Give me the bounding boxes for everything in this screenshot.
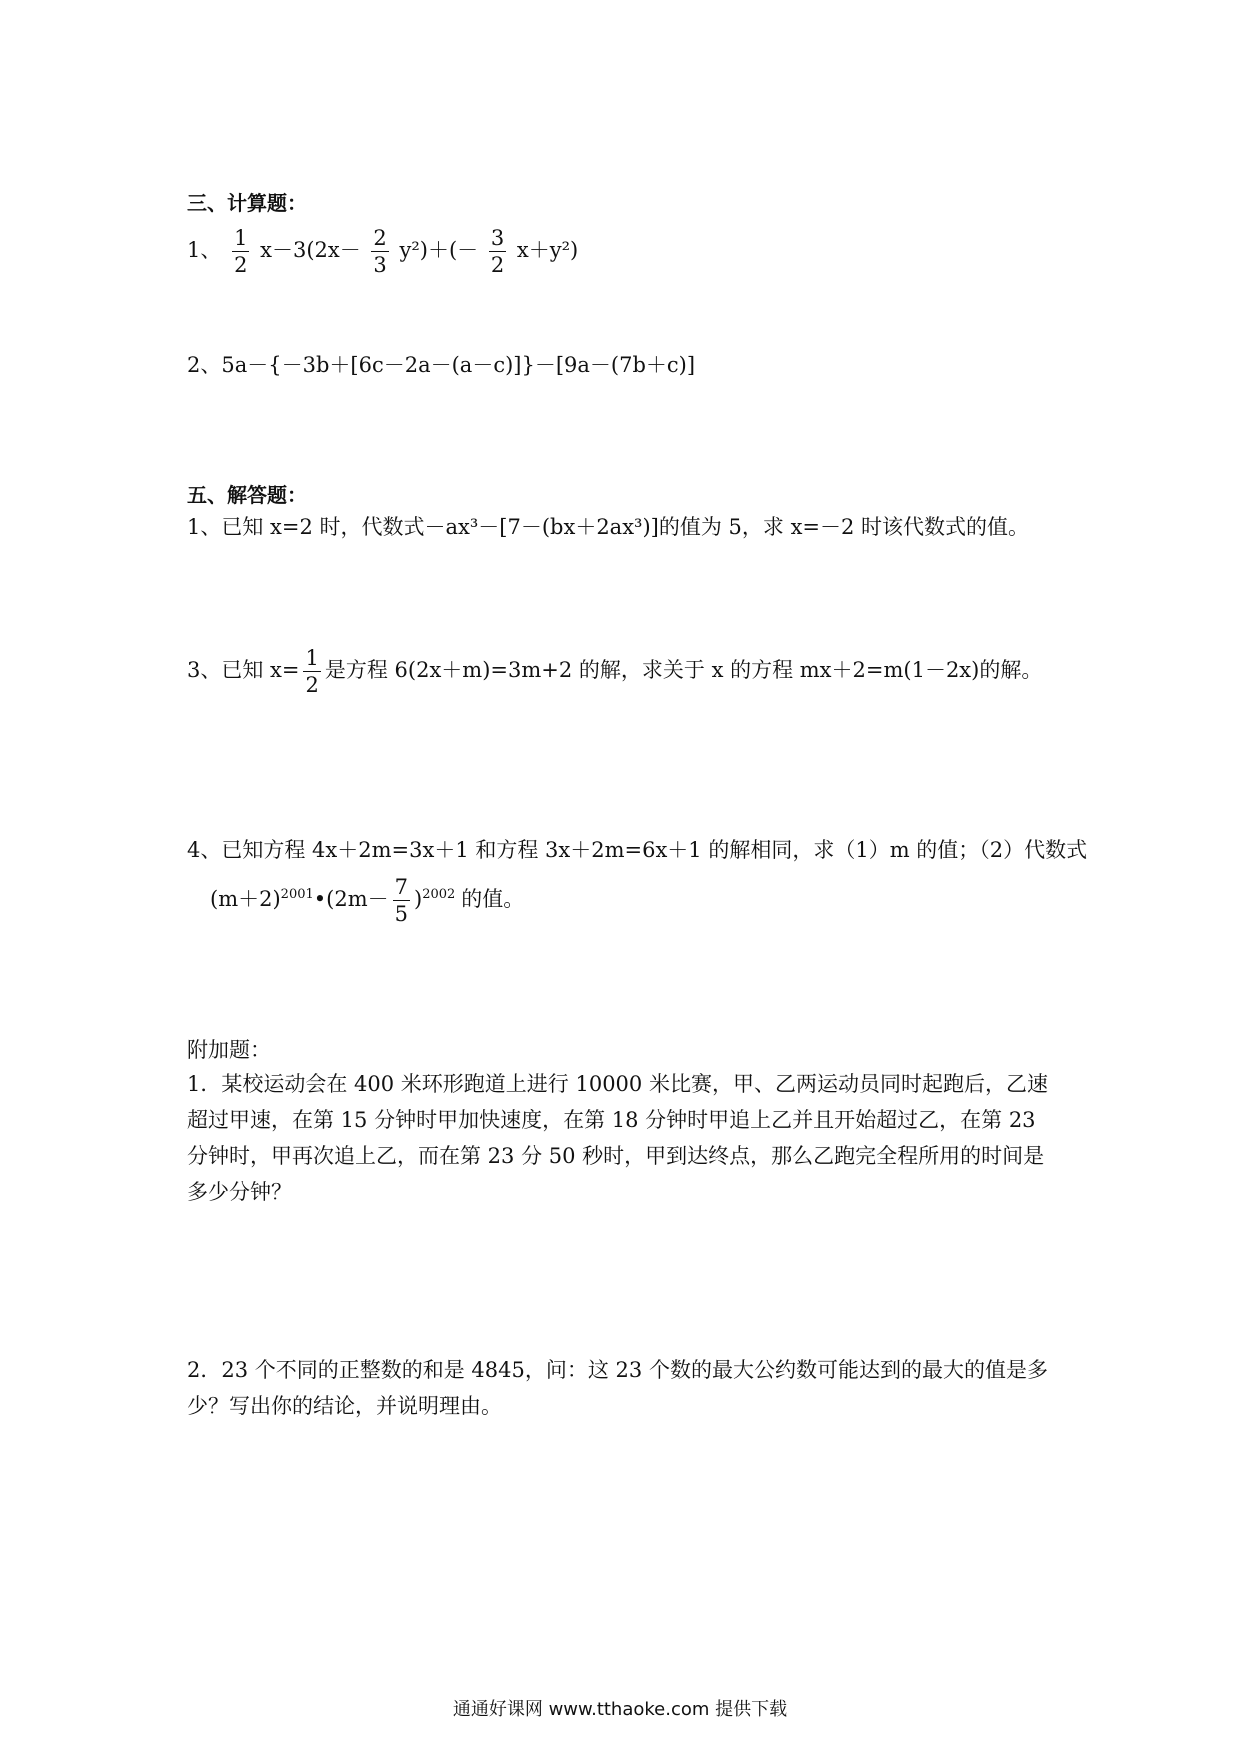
expr-part: •(2m－ bbox=[313, 887, 389, 911]
numerator: 1 bbox=[305, 646, 319, 670]
fraction bbox=[393, 874, 410, 927]
denominator: 3 bbox=[373, 253, 387, 277]
expr-part: ) bbox=[414, 887, 423, 911]
answer-question-4-line2 bbox=[210, 865, 524, 929]
expr-part: x－3(2x－ bbox=[260, 238, 361, 262]
denominator: 2 bbox=[490, 253, 505, 277]
denominator: 5 bbox=[394, 902, 408, 926]
expr-part: y²)＋(－ bbox=[399, 238, 479, 262]
answer-question-3 bbox=[187, 640, 1042, 700]
numerator: 2 bbox=[373, 226, 387, 250]
section-5-heading: 五、解答题： bbox=[187, 483, 307, 507]
denominator: 2 bbox=[305, 673, 319, 697]
fraction bbox=[232, 225, 249, 278]
expr-part: 是方程 6(2x＋m)=3m+2 的解，求关于 x 的方程 mx＋2=m(1－2x)的解。 bbox=[324, 658, 1043, 682]
fraction bbox=[371, 225, 388, 278]
numerator: 3 bbox=[490, 226, 505, 250]
expr-part: 3、已知 x= bbox=[187, 658, 300, 682]
answer-question-1: 1、已知 x=2 时，代数式－ax³－[7－(bx＋2ax³)]的值为 5，求 x=－2 时该代数式的值。 bbox=[187, 515, 1030, 539]
answer-question-4-line1: 4、已知方程 4x＋2m=3x＋1 和方程 3x＋2m=6x＋1 的解相同，求（1）m 的值；（2）代数式 bbox=[187, 838, 1088, 862]
numerator: 7 bbox=[394, 875, 408, 899]
calc-question-1 bbox=[187, 220, 578, 280]
calc-question-2: 2、5a－{－3b＋[6c－2a－(a－c)]}－[9a－(7b＋c)] bbox=[187, 353, 696, 377]
exponent: 2002 bbox=[422, 887, 456, 902]
extra-heading: 附加题： bbox=[187, 1038, 271, 1062]
extra-problem-1: 1．某校运动会在 400 米环形跑道上进行 10000 米比赛，甲、乙两运动员同时起跑后，乙速超过甲速，在第 15 分钟时甲加快速度，在第 18 分钟时甲追上乙并且开始超过乙，在第 23 分钟时，甲再次追上乙，而在第 23 分 50 秒时，甲到达终点，那么乙跑完全程所用的时间是多少分钟？ bbox=[187, 1072, 1048, 1204]
extra-problem-2: 2．23 个不同的正整数的和是 4845，问：这 23 个数的最大公约数可能达到的最大的值是多少？写出你的结论，并说明理由。 bbox=[187, 1358, 1048, 1418]
numerator: 1 bbox=[234, 226, 248, 250]
fraction bbox=[489, 225, 506, 278]
fraction bbox=[303, 645, 320, 698]
exponent: 2001 bbox=[280, 887, 314, 902]
footer-text: 通通好课网 www.tthaoke.com 提供下载 bbox=[452, 1699, 788, 1720]
q-number: 1、 bbox=[187, 238, 222, 262]
section-3-heading: 三、计算题： bbox=[187, 191, 307, 215]
expr-part: x＋y²) bbox=[516, 238, 579, 262]
denominator: 2 bbox=[234, 253, 248, 277]
expr-part: (m＋2) bbox=[210, 887, 281, 911]
expr-part: 的值。 bbox=[461, 887, 525, 911]
